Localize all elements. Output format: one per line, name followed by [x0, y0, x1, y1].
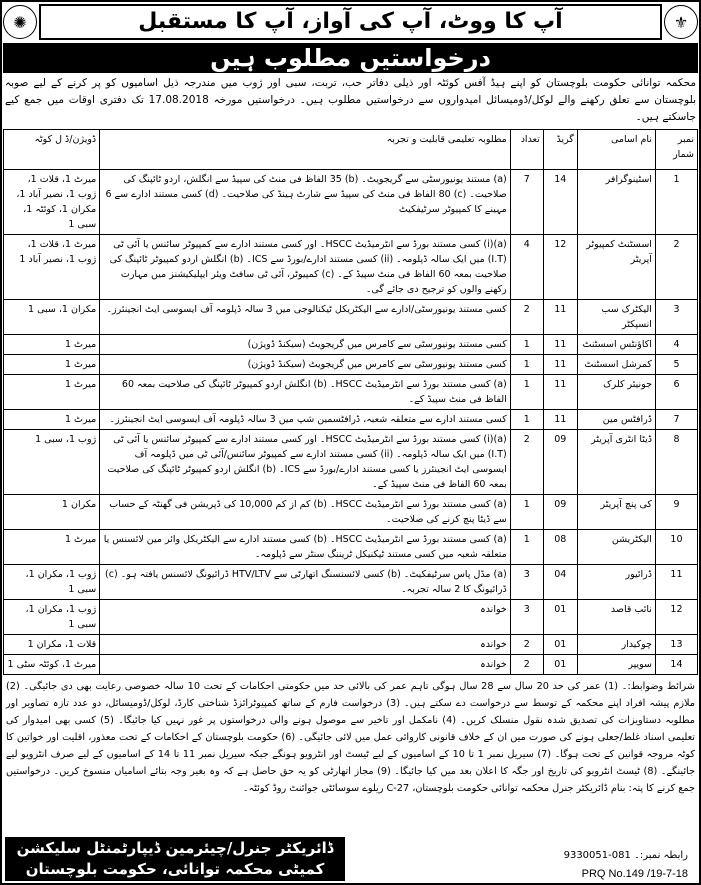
cell-grade: 09 [543, 430, 577, 495]
cell-division: مکران 1 [4, 495, 100, 530]
table-row [4, 410, 698, 430]
table-row [4, 300, 698, 335]
cell-post: اسٹینوگرافر [577, 170, 655, 235]
cell-grade: 08 [543, 530, 577, 565]
cell-post: نائب قاصد [577, 600, 655, 635]
cell-count: 4 [510, 235, 543, 300]
government-seal-icon: ⚜ [664, 5, 698, 39]
cell-post: سویپر [577, 655, 655, 675]
cell-division: میرٹ 1 [4, 335, 100, 355]
cell-division: ژوب 1، مکران 1، سبی 1 [4, 565, 100, 600]
cell-post: کمرشل اسسٹنٹ [577, 355, 655, 375]
cell-division: میرٹ 1، کوئٹہ سٹی 1 [4, 655, 100, 675]
cell-serial: 6 [655, 375, 697, 410]
party-logo-icon: ✺ [3, 5, 37, 39]
header-grade: گریڈ [543, 130, 577, 170]
cell-division: میرٹ 1 [4, 530, 100, 565]
election-slogan: آپ کا ووٹ، آپ کی آواز، آپ کا مستقبل [39, 4, 662, 40]
cell-post: کی پنچ آپریٹر [577, 495, 655, 530]
applications-wanted-banner: درخواستیں مطلوب ہیں [3, 43, 698, 73]
cell-post: اکاؤنٹس اسسٹنٹ [577, 335, 655, 355]
cell-post: ڈیٹا انٹری آپریٹر [577, 430, 655, 495]
cell-qualification: (a) کسی مستند بورڈ سے انٹرمیڈیٹ HSCC۔ (b) کسی مستند ادارے سے الیکٹریکل وائر مین لائسنس یا متعلقہ شعبہ میں کسی مستند ٹیکنیکل ٹریننگ سنٹر سے ڈپلومہ۔ [100, 530, 511, 565]
table-header [4, 130, 698, 170]
cell-count: 1 [510, 335, 543, 355]
cell-serial: 2 [655, 235, 697, 300]
cell-grade: 11 [543, 300, 577, 335]
header-post: نام اسامی [577, 130, 655, 170]
cell-qualification: کسی مستند ادارے سے متعلقہ شعبہ، ڈرافٹسمین شپ میں 3 سالہ ڈپلومہ آف ایسوسی ایٹ انجینئرز۔ [100, 410, 511, 430]
cell-post: الیکٹرک سب انسپکٹر [577, 300, 655, 335]
header-qualification: مطلوبہ تعلیمی قابلیت و تجربہ [100, 130, 511, 170]
header-row [3, 3, 698, 41]
cell-qualification: کسی مستند یونیورسٹی سے کامرس میں گریجویٹ (سیکنڈ ڈویژن) [100, 335, 511, 355]
cell-qualification: (a) کسی مستند بورڈ سے انٹرمیڈیٹ HSCC۔ (b) انگلش اردو کمپیوٹر ٹائپنگ کی صلاحیت بمعہ 60 الفاظ فی منٹ سپیڈ کے۔ [100, 375, 511, 410]
cell-serial: 9 [655, 495, 697, 530]
cell-division: ژوب 1، سبی 1 [4, 430, 100, 495]
cell-division: ژوب 1، مکران 1، سبی 1 [4, 600, 100, 635]
cell-count: 2 [510, 430, 543, 495]
cell-grade: 09 [543, 495, 577, 530]
cell-count: 1 [510, 355, 543, 375]
cell-serial: 1 [655, 170, 697, 235]
cell-division: میرٹ 1 [4, 375, 100, 410]
footer [3, 835, 698, 881]
cell-count: 1 [510, 375, 543, 410]
cell-grade: 11 [543, 410, 577, 430]
cell-qualification: خواندہ [100, 635, 511, 655]
cell-post: چوکیدار [577, 635, 655, 655]
cell-grade: 01 [543, 635, 577, 655]
cell-count: 2 [510, 655, 543, 675]
table-row [4, 565, 698, 600]
cell-qualification: کسی مستند یونیورسٹی/ادارے سے الیکٹریکل ٹیکنالوجی میں 3 سالہ ڈپلومہ آف ایسوسی ایٹ انجینئرز۔ [100, 300, 511, 335]
cell-serial: 7 [655, 410, 697, 430]
cell-qualification: (a)(i) کسی مستند بورڈ سے انٹرمیڈیٹ HSCC۔ اور کسی مستند ادارے سے کمپیوٹر سائنس یا آئی ٹی (I.T) میں ایک سالہ ڈپلومہ۔ (ii) کسی مستند ادارے/بورڈ سے ICS۔ (b) انگلش اردو کمپیوٹر ٹائپنگ کی صلاحیت بمعہ 60 الفاظ فی منٹ سپیڈ کے۔ (c) کمپیوٹر، آئی ٹی سافٹ ویئر ایپلیکیشنز میں مہارت رکھنے والوں کو ترجیح دی جائے گی۔ [100, 235, 511, 300]
terms-and-conditions: شرائط وضوابط:۔ (1) عمر کی حد 20 سال سے 28 سال ہوگی تاہم عمر کی بالائی حد میں حکومتی احکامات کے تحت 10 سالہ خصوصی رعایت بھی دی جائیگی۔ (2) ملازم پیشہ افراد اپنے محکمہ کے توسط سے درخواست دے سکتے ہیں۔ (3) درخواست فارم کے ساتھ کمپیوٹرائزڈ شناختی کارڈ، لوکل/ڈومیسائل، دو عدد تازہ تصاویر اور مطلوبہ دستاویزات کی تصدیق شدہ نقول منسلک کریں۔ (4) نامکمل اور تاخیر سے موصول ہونے والی درخواستوں پر غور نہیں کیا جائیگا۔ (5) کسی بھی امیدوار کی تعلیمی اسناد غلط/جعلی ہونے کی صورت میں ان کے خلاف قانونی کاروائی عمل میں لائی جائیگی۔ (6) حکومت بلوچستان کے احکامات کے تحت معذور، اقلیت اور خواتین کا کوٹہ مروجہ قوانین کے تحت ہوگا۔ (7) سیریل نمبر 1 تا 10 کے اسامیوں کے لیے ٹیسٹ اور انٹرویو ہونگے جبکہ سیریل نمبر 11 تا 14 کے اسامیوں کے لیے صرف انٹرویو لیے جائینگے۔ (8) ٹیسٹ انٹرویو کی تاریخ اور جگہ کا اعلان بعد میں کیا جائیگا۔ (9) مجاز اتھارٹی کو یہ حق حاصل ہے کہ وہ بغیر وجہ بتائے اسامیاں منسوخ کریں۔ درخواستیں جمع کرنے کا پتہ: بنام ڈائریکٹر جنرل محکمہ توانائی حکومت بلوچستان، C-27 ریلوے سوسائٹی جوائنٹ روڈ کوئٹہ۔ [6, 681, 695, 794]
cell-grade: 11 [543, 335, 577, 355]
cell-post: ڈرافٹس مین [577, 410, 655, 430]
cell-qualification: (a) مستند یونیورسٹی سے گریجویٹ۔ (b) 35 الفاظ فی منٹ کی سپیڈ سے انگلش، اردو ٹائپنگ کی صلاحیت۔ (c) 80 الفاظ فی منٹ کی سپیڈ سے شارٹ ہینڈ کی صلاحیت۔ (d) کسی مستند ادارے سے 6 مہینے کا کمپیوٹر سرٹیفکیٹ [100, 170, 511, 235]
header-serial: نمبر شمار [655, 130, 697, 170]
cell-post: الیکٹریشن [577, 530, 655, 565]
cell-division: مکران 1، سبی 1 [4, 300, 100, 335]
cell-grade: 01 [543, 655, 577, 675]
cell-serial: 5 [655, 355, 697, 375]
cell-serial: 4 [655, 335, 697, 355]
table-row [4, 355, 698, 375]
cell-qualification: خواندہ [100, 600, 511, 635]
cell-serial: 10 [655, 530, 697, 565]
cell-division: میرٹ 1 [4, 355, 100, 375]
intro-paragraph: محکمہ توانائی حکومت بلوچستان کو اپنے ہیڈ آفس کوئٹہ اور ذیلی دفاتر حب، تربت، سبی اور ژوب میں مندرجہ ذیل اسامیوں کو پر کرنے کے لیے صوبہ بلوچستان سے تعلق رکھنے والے لوکل/ڈومیسائل امیدواروں سے درخواستیں مطلوب ہیں۔ درخواستیں مورخہ 17.08.2018 تک دفتری اوقات میں جمع کیے جاسکتے ہیں۔ [5, 77, 697, 123]
contact-info [564, 849, 688, 863]
cell-post: اسسٹنٹ کمپیوٹر آپریٹر [577, 235, 655, 300]
cell-serial: 8 [655, 430, 697, 495]
cell-grade: 11 [543, 375, 577, 410]
table-row [4, 655, 698, 675]
table-row [4, 170, 698, 235]
contact-number: 081-9330051 [563, 850, 631, 861]
cell-count: 1 [510, 495, 543, 530]
cell-count: 3 [510, 565, 543, 600]
vacancies-table [3, 129, 698, 675]
cell-division: میرٹ 1 [4, 410, 100, 430]
cell-serial: 11 [655, 565, 697, 600]
cell-grade: 11 [543, 355, 577, 375]
cell-count: 1 [510, 410, 543, 430]
cell-division: میرٹ 1، قلات 1، ژوب 1، نصیر آباد 1، مکران 1، کوئٹہ 1، سبی 1 [4, 170, 100, 235]
cell-serial: 13 [655, 635, 697, 655]
cell-grade: 14 [543, 170, 577, 235]
cell-qualification: کسی مستند یونیورسٹی سے کامرس میں گریجویٹ (سیکنڈ ڈویژن) [100, 355, 511, 375]
cell-post: ڈرائیور [577, 565, 655, 600]
table-row [4, 600, 698, 635]
header-count: تعداد [510, 130, 543, 170]
table-row [4, 635, 698, 655]
table-row [4, 375, 698, 410]
table-row [4, 430, 698, 495]
cell-grade: 01 [543, 600, 577, 635]
cell-grade: 04 [543, 565, 577, 600]
cell-division: قلات 1، مکران 1 [4, 635, 100, 655]
issuing-authority: ڈائریکٹر جنرل/چیئرمین ڈیپارٹمنٹل سلیکشن کمیٹی محکمہ توانائی، حکومت بلوچستان [5, 837, 345, 881]
cell-qualification: (a) کسی مستند بورڈ سے انٹرمیڈیٹ HSCC۔ (b) کم از کم 10,000 کی ڈپریشن فی گھنٹہ کے حساب سے ڈیٹا پنچ کرنے کی صلاحیت۔ [100, 495, 511, 530]
cell-serial: 12 [655, 600, 697, 635]
table-row [4, 335, 698, 355]
cell-qualification: (a)(i) کسی مستند بورڈ سے انٹرمیڈیٹ HSCC۔ اور کسی مستند ادارے سے کمپیوٹر سائنس یا آئی ٹی (I.T) میں ایک سالہ ڈپلومہ۔ (ii) کسی مستند ادارے سے کمپیوٹر سائنس/آئی ٹی میں ڈپلومہ آف ایسوسی ایٹ انجینئرز یا کسی مستند ادارے/بورڈ سے ICS۔ (b) انگلش اردو کمپیوٹر ٹائپنگ کی صلاحیت بمعہ 60 الفاظ فی منٹ سپیڈ کے۔ [100, 430, 511, 495]
prq-number: PRQ No.149 /19-7-18 [581, 868, 688, 880]
cell-count: 1 [510, 530, 543, 565]
header-division: ڈویژن/ڈ ل کوٹہ [4, 130, 100, 170]
table-row [4, 495, 698, 530]
cell-qualification: خواندہ [100, 655, 511, 675]
cell-count: 2 [510, 300, 543, 335]
cell-count: 7 [510, 170, 543, 235]
table-row [4, 530, 698, 565]
cell-qualification: (a) مڈل پاس سرٹیفکیٹ۔ (b) کسی لائسنسنگ اتھارٹی سے HTV/LTV ڈرائیونگ لائسنس یافتہ ہو۔ (c) ڈرائیونگ کا 2 سالہ تجربہ۔ [100, 565, 511, 600]
cell-division: میرٹ 1، قلات 1، ژوب 1، نصیر آباد 1 [4, 235, 100, 300]
table-row [4, 235, 698, 300]
cell-grade: 12 [543, 235, 577, 300]
footer-info [353, 849, 696, 881]
cell-post: جونیئر کلرک [577, 375, 655, 410]
cell-count: 2 [510, 635, 543, 655]
cell-serial: 3 [655, 300, 697, 335]
cell-serial: 14 [655, 655, 697, 675]
contact-label: رابطہ نمبر:۔ [634, 850, 688, 861]
cell-count: 3 [510, 600, 543, 635]
